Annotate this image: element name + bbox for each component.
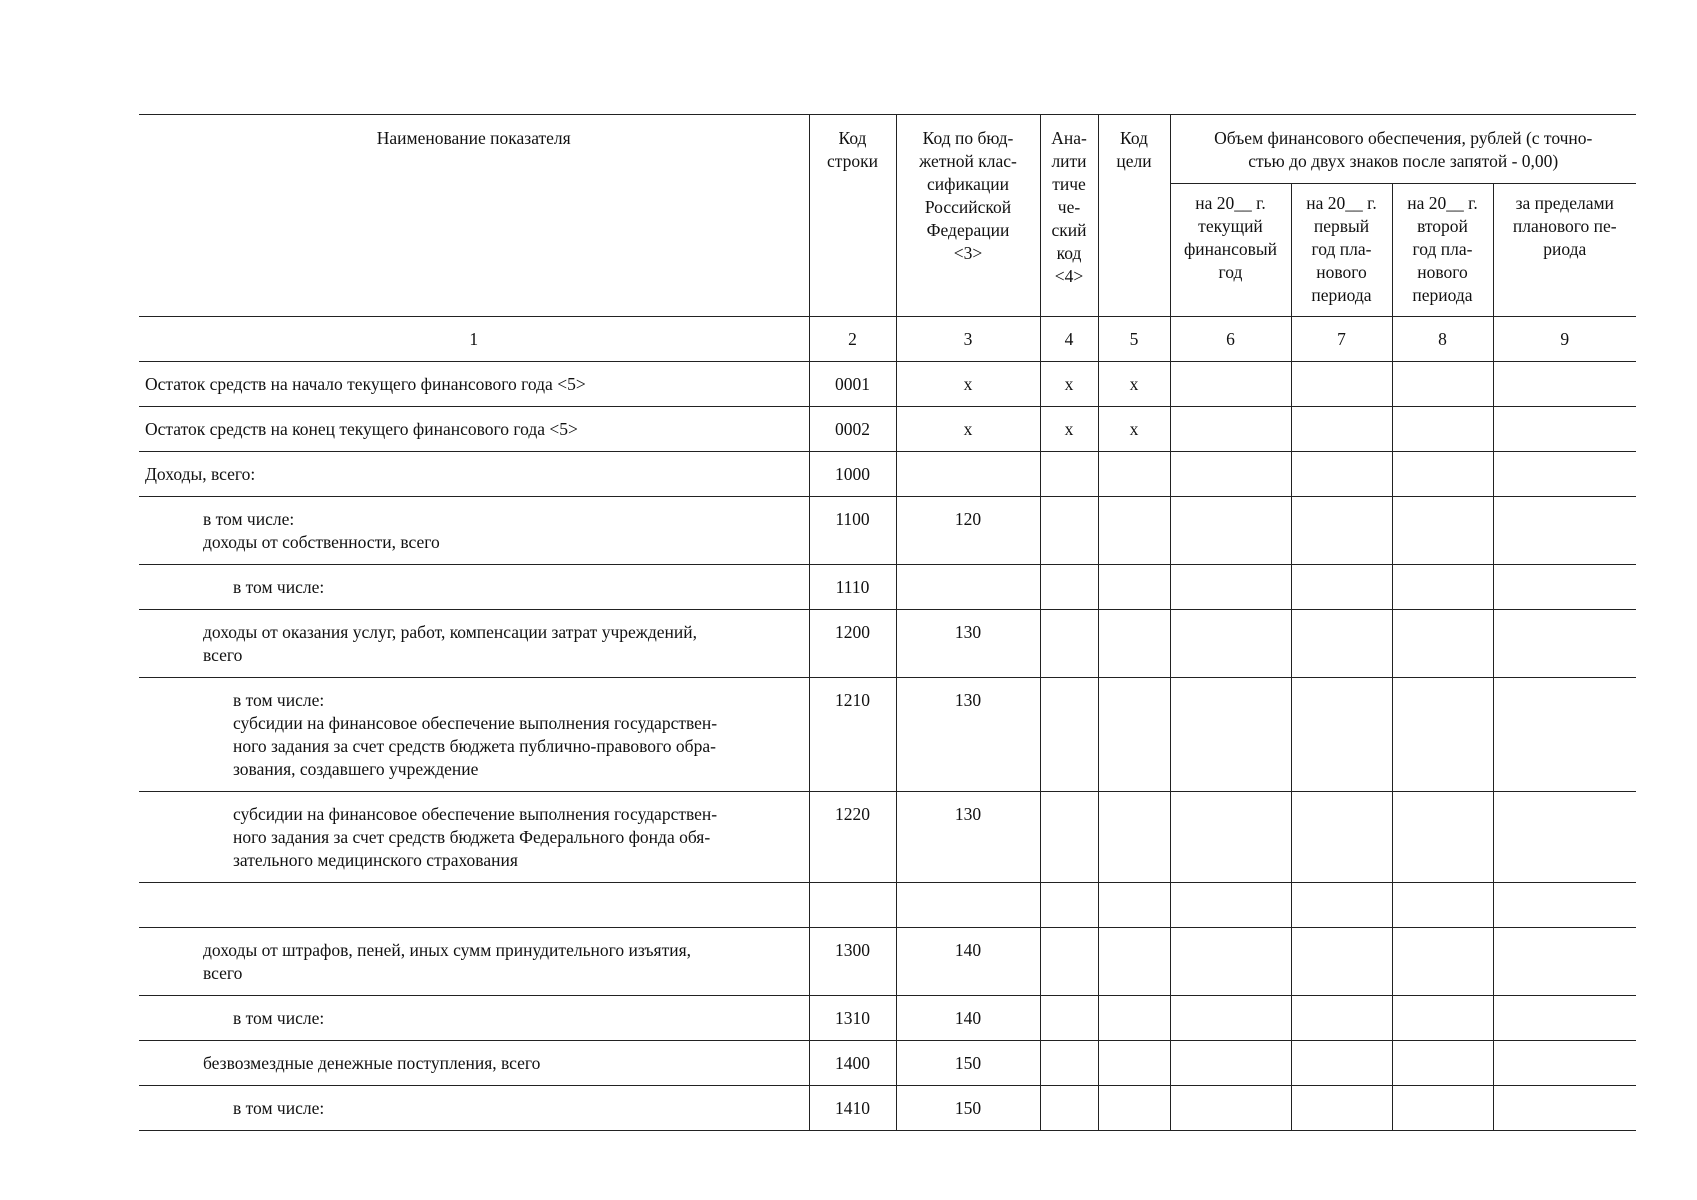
table-row: [139, 565, 1636, 610]
column-number: 9: [1493, 317, 1636, 362]
amount-cell: [1291, 678, 1392, 792]
table-row: [139, 996, 1636, 1041]
budget-code: 150: [896, 1041, 1040, 1086]
amount-cell: [1493, 452, 1636, 497]
amount-cell: [1170, 996, 1291, 1041]
amount-cell: [1493, 928, 1636, 996]
goal-code: [1098, 1086, 1170, 1131]
amount-cell: [1493, 565, 1636, 610]
line-code: 0002: [809, 407, 896, 452]
indicator-name: [139, 883, 809, 928]
line-code: 0001: [809, 362, 896, 407]
amount-cell: [1291, 610, 1392, 678]
analytic-code: [1040, 610, 1098, 678]
amount-cell: [1170, 1041, 1291, 1086]
indicator-name: [139, 362, 809, 407]
indicator-name: [139, 996, 809, 1041]
goal-code: [1098, 610, 1170, 678]
indicator-name: [139, 792, 809, 883]
budget-code: 120: [896, 497, 1040, 565]
amount-cell: [1493, 407, 1636, 452]
indicator-name-line: ного задания за счет средств бюджета публично-правового обра-: [233, 736, 716, 756]
goal-code: [1098, 928, 1170, 996]
indicator-name-line: всего: [203, 645, 243, 665]
analytic-code: [1040, 452, 1098, 497]
indicator-name-line: зования, создавшего учреждение: [233, 759, 479, 779]
goal-code: [1098, 996, 1170, 1041]
goal-code: [1098, 1041, 1170, 1086]
line-code: 1100: [809, 497, 896, 565]
indicator-name-line: в том числе:: [233, 690, 325, 710]
indicator-name-line: субсидии на финансовое обеспечение выполнения государствен-: [233, 713, 718, 733]
amount-cell: [1291, 407, 1392, 452]
amount-cell: [1493, 792, 1636, 883]
table-row: [139, 883, 1636, 928]
indicator-name-line: Остаток средств на конец текущего финансового года <5>: [145, 419, 578, 439]
analytic-code: [1040, 928, 1098, 996]
amount-cell: [1493, 497, 1636, 565]
analytic-code: х: [1040, 407, 1098, 452]
line-code: 1410: [809, 1086, 896, 1131]
amount-cell: [1170, 452, 1291, 497]
indicator-name-line: доходы от штрафов, пеней, иных сумм принудительного изъятия,: [203, 940, 692, 960]
amount-cell: [1291, 792, 1392, 883]
table-row: [139, 497, 1636, 565]
budget-code: 140: [896, 928, 1040, 996]
line-code: 1220: [809, 792, 896, 883]
financial-plan-table: [139, 114, 1636, 1131]
table-row: [139, 407, 1636, 452]
analytic-code: [1040, 497, 1098, 565]
amount-cell: [1392, 996, 1493, 1041]
budget-code: 130: [896, 678, 1040, 792]
amount-cell: [1493, 1086, 1636, 1131]
amount-cell: [1493, 996, 1636, 1041]
column-number: 2: [809, 317, 896, 362]
column-number: 6: [1170, 317, 1291, 362]
line-code: 1310: [809, 996, 896, 1041]
goal-code: х: [1098, 362, 1170, 407]
line-code: 1200: [809, 610, 896, 678]
column-number: 7: [1291, 317, 1392, 362]
amount-cell: [1291, 362, 1392, 407]
indicator-name-line: зательного медицинского страхования: [233, 850, 518, 870]
amount-cell: [1170, 407, 1291, 452]
analytic-code: [1040, 565, 1098, 610]
indicator-name: [139, 678, 809, 792]
header-second-plan-year: на 20__ г. второй год пла- нового периода: [1392, 184, 1493, 317]
amount-cell: [1170, 565, 1291, 610]
budget-code: 140: [896, 996, 1040, 1041]
column-number: 1: [139, 317, 809, 362]
amount-cell: [1291, 497, 1392, 565]
goal-code: [1098, 452, 1170, 497]
budget-code: [896, 883, 1040, 928]
indicator-name-line: в том числе:: [233, 577, 325, 597]
amount-cell: [1170, 928, 1291, 996]
analytic-code: [1040, 1086, 1098, 1131]
header-current-year: на 20__ г. текущий финансовый год: [1170, 184, 1291, 317]
amount-cell: [1493, 610, 1636, 678]
amount-cell: [1170, 610, 1291, 678]
amount-cell: [1170, 792, 1291, 883]
indicator-name: [139, 497, 809, 565]
header-financing-volume: Объем финансового обеспечения, рублей (с точно- стью до двух знаков после запятой - 0,00): [1170, 115, 1636, 184]
amount-cell: [1170, 1086, 1291, 1131]
amount-cell: [1392, 883, 1493, 928]
table-row: [139, 362, 1636, 407]
analytic-code: [1040, 792, 1098, 883]
table-row: [139, 1086, 1636, 1131]
table-row: [139, 928, 1636, 996]
indicator-name-line: в том числе:: [203, 509, 295, 529]
line-code: 1210: [809, 678, 896, 792]
amount-cell: [1392, 1086, 1493, 1131]
column-number-row: [139, 317, 1636, 362]
goal-code: [1098, 497, 1170, 565]
amount-cell: [1291, 996, 1392, 1041]
budget-code: 150: [896, 1086, 1040, 1131]
amount-cell: [1392, 792, 1493, 883]
analytic-code: [1040, 678, 1098, 792]
goal-code: [1098, 792, 1170, 883]
table-row: [139, 1041, 1636, 1086]
table-row: [139, 792, 1636, 883]
amount-cell: [1170, 497, 1291, 565]
indicator-name-line: в том числе:: [233, 1098, 325, 1118]
amount-cell: [1170, 883, 1291, 928]
column-number: 3: [896, 317, 1040, 362]
indicator-name: [139, 407, 809, 452]
analytic-code: [1040, 996, 1098, 1041]
budget-code: [896, 452, 1040, 497]
header-analytic-code: Ана- лити тиче че- ский код <4>: [1040, 115, 1098, 317]
indicator-name: [139, 565, 809, 610]
budget-code: 130: [896, 610, 1040, 678]
indicator-name-line: доходы от оказания услуг, работ, компенсации затрат учреждений,: [203, 622, 697, 642]
indicator-name-line: безвозмездные денежные поступления, всего: [203, 1053, 541, 1073]
table-row: [139, 610, 1636, 678]
line-code: 1000: [809, 452, 896, 497]
amount-cell: [1392, 362, 1493, 407]
indicator-name-line: в том числе:: [233, 1008, 325, 1028]
analytic-code: х: [1040, 362, 1098, 407]
budget-code: х: [896, 362, 1040, 407]
amount-cell: [1392, 610, 1493, 678]
header-budget-classification-code: Код по бюд- жетной клас- сификации Российской Федерации <3>: [896, 115, 1040, 317]
header-first-plan-year: на 20__ г. первый год пла- нового периода: [1291, 184, 1392, 317]
budget-code: 130: [896, 792, 1040, 883]
amount-cell: [1493, 883, 1636, 928]
goal-code: [1098, 678, 1170, 792]
budget-code: [896, 565, 1040, 610]
amount-cell: [1392, 1041, 1493, 1086]
amount-cell: [1392, 407, 1493, 452]
column-number: 4: [1040, 317, 1098, 362]
goal-code: х: [1098, 407, 1170, 452]
indicator-name-line: доходы от собственности, всего: [203, 532, 440, 552]
indicator-name: [139, 1041, 809, 1086]
line-code: 1110: [809, 565, 896, 610]
indicator-name-line: Доходы, всего:: [145, 464, 256, 484]
table-row: [139, 678, 1636, 792]
goal-code: [1098, 565, 1170, 610]
amount-cell: [1170, 678, 1291, 792]
amount-cell: [1392, 928, 1493, 996]
indicator-name-line: Остаток средств на начало текущего финансового года <5>: [145, 374, 586, 394]
amount-cell: [1493, 678, 1636, 792]
indicator-name-line: всего: [203, 963, 243, 983]
amount-cell: [1493, 1041, 1636, 1086]
amount-cell: [1291, 1086, 1392, 1131]
amount-cell: [1392, 452, 1493, 497]
budget-code: х: [896, 407, 1040, 452]
indicator-name: [139, 928, 809, 996]
indicator-name: [139, 610, 809, 678]
line-code: 1400: [809, 1041, 896, 1086]
column-number: 5: [1098, 317, 1170, 362]
goal-code: [1098, 883, 1170, 928]
line-code: 1300: [809, 928, 896, 996]
amount-cell: [1392, 678, 1493, 792]
amount-cell: [1291, 883, 1392, 928]
header-beyond-plan-period: за пределами планового пе- риода: [1493, 184, 1636, 317]
amount-cell: [1291, 1041, 1392, 1086]
table-row: [139, 452, 1636, 497]
amount-cell: [1291, 452, 1392, 497]
header-line-code: Код строки: [809, 115, 896, 317]
amount-cell: [1493, 362, 1636, 407]
amount-cell: [1291, 928, 1392, 996]
header-indicator-name: Наименование показателя: [139, 115, 809, 317]
analytic-code: [1040, 1041, 1098, 1086]
line-code: [809, 883, 896, 928]
header-goal-code: Код цели: [1098, 115, 1170, 317]
amount-cell: [1392, 565, 1493, 610]
amount-cell: [1170, 362, 1291, 407]
analytic-code: [1040, 883, 1098, 928]
indicator-name-line: ного задания за счет средств бюджета Федерального фонда обя-: [233, 827, 711, 847]
column-number: 8: [1392, 317, 1493, 362]
amount-cell: [1392, 497, 1493, 565]
amount-cell: [1291, 565, 1392, 610]
indicator-name: [139, 1086, 809, 1131]
indicator-name: [139, 452, 809, 497]
indicator-name-line: субсидии на финансовое обеспечение выполнения государствен-: [233, 804, 718, 824]
